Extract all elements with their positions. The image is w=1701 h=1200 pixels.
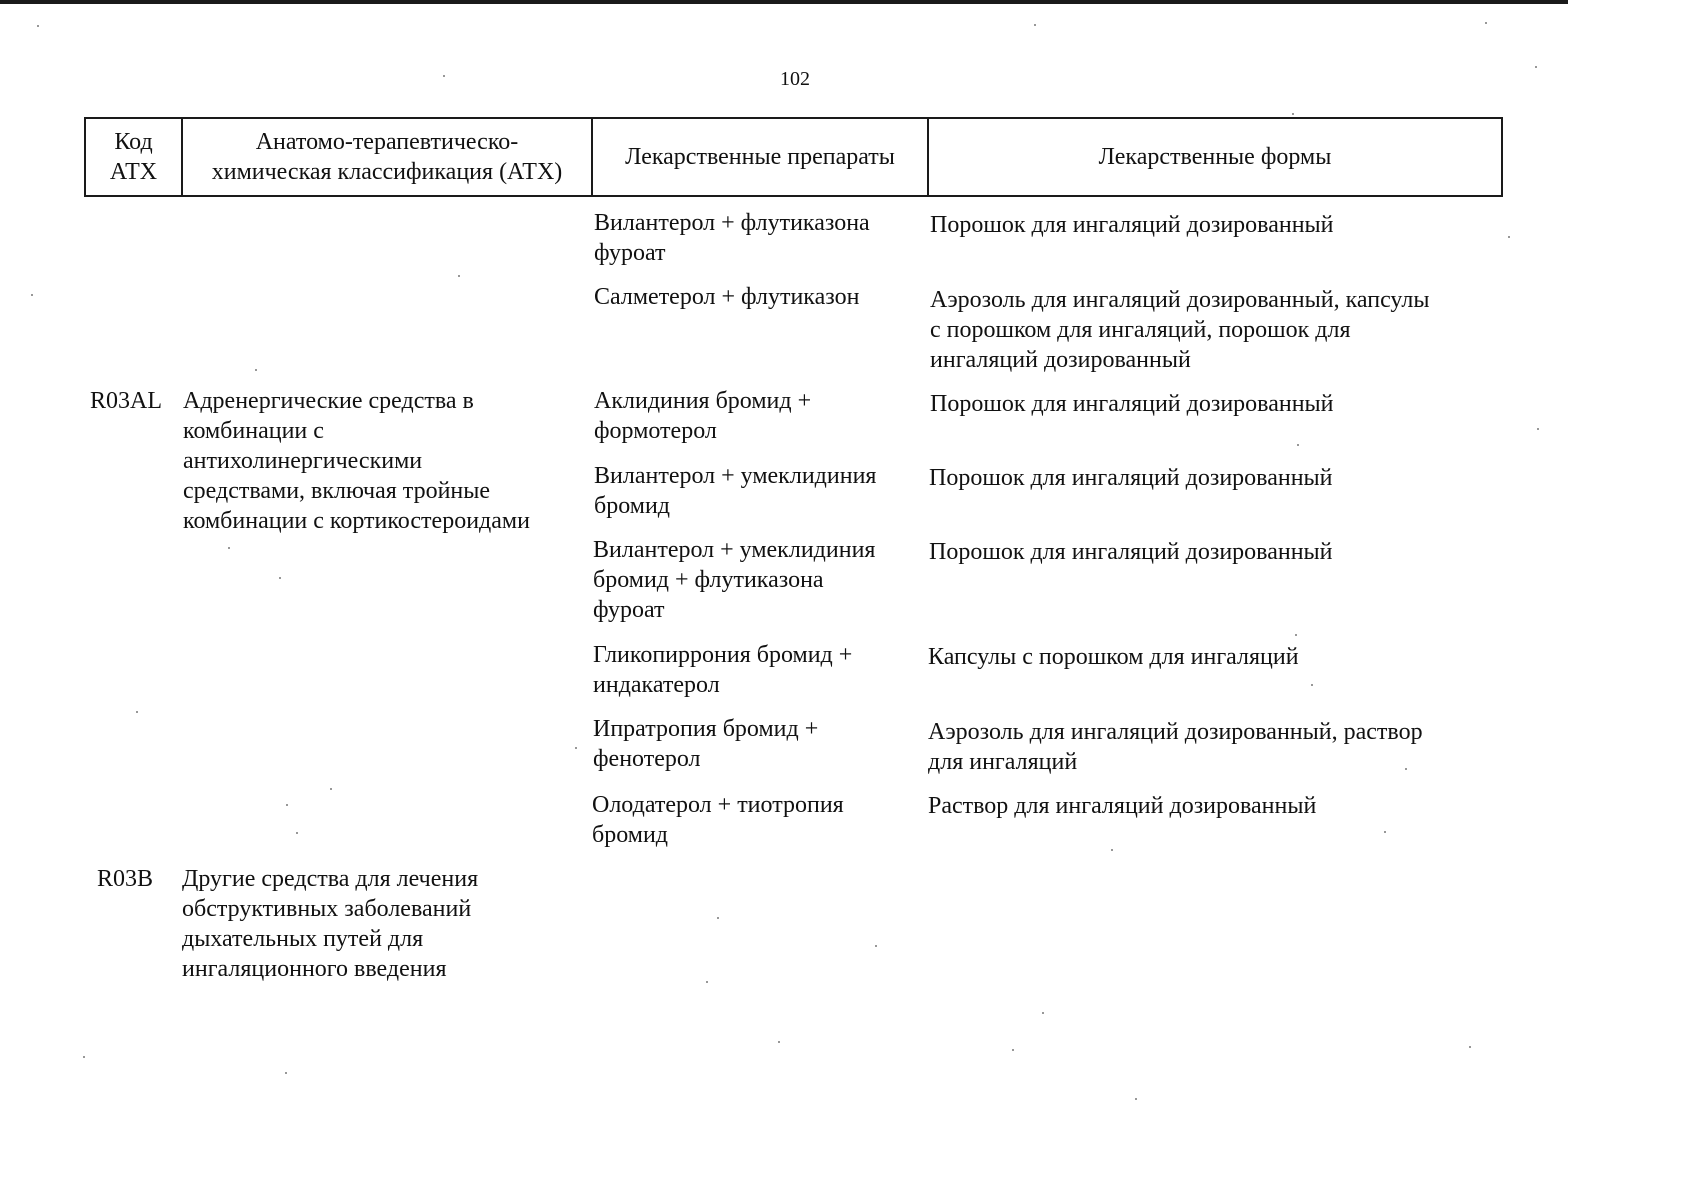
scan-speck [1292,113,1294,115]
scan-speck [443,75,445,77]
scan-speck [1384,831,1386,833]
scan-speck [1469,1046,1471,1048]
scan-speck [1311,684,1313,686]
scan-speck [1012,1049,1014,1051]
form-cell: Аэрозоль для ингаляций дозированный, капсулы с порошком для ингаляций, порошок для ингаляций дозированный [930,287,1430,373]
scan-speck [1535,66,1537,68]
drug-cell: Вилантерол + умеклидиния бромид [594,463,877,519]
drug-cell: Вилантерол + флутиказона фуроат [594,210,870,266]
scan-speck [136,711,138,713]
scan-speck [228,547,230,549]
group-name: Адренергические средства в комбинации с антихолинергическими средствами, включая тройные комбинации с кортикостероидами [183,388,530,534]
scan-speck [255,369,257,371]
scan-speck [330,788,332,790]
scan-speck [83,1056,85,1058]
form-cell: Порошок для ингаляций дозированный [930,391,1334,417]
group-name: Другие средства для лечения обструктивных заболеваний дыхательных путей для ингаляционного введения [182,866,479,982]
scan-speck [778,1041,780,1043]
page-number: 102 [780,68,810,90]
top-rule [0,0,1568,4]
scan-speck [296,832,298,834]
header-forms: Лекарственные формы [927,119,1501,195]
scan-speck [1508,236,1510,238]
form-cell: Порошок для ингаляций дозированный [929,465,1333,491]
form-cell: Порошок для ингаляций дозированный [929,539,1333,565]
form-cell: Аэрозоль для ингаляций дозированный, раствор для ингаляций [928,719,1423,775]
scan-speck [1405,768,1407,770]
header-drugs: Лекарственные препараты [591,119,927,195]
scan-speck [1297,444,1299,446]
drug-cell: Гликопиррония бромид + индакатерол [593,642,853,698]
scan-speck [875,945,877,947]
scan-speck [1042,1012,1044,1014]
header-classification: Анатомо-терапевтическо- химическая классификация (АТХ) [181,119,591,195]
scan-speck [1485,22,1487,24]
drug-cell: Аклидиния бромид + формотерол [594,388,812,444]
drug-cell: Салметерол + флутиказон [594,284,860,310]
scan-speck [279,577,281,579]
scan-speck [286,804,288,806]
form-cell: Порошок для ингаляций дозированный [930,212,1334,238]
scan-speck [717,917,719,919]
table-header [84,117,1503,197]
scan-speck [1295,634,1297,636]
scan-speck [706,981,708,983]
header-code: Код АТХ [109,129,158,185]
scan-speck [1111,849,1113,851]
scan-speck [458,275,460,277]
scan-speck [37,25,39,27]
form-cell: Капсулы с порошком для ингаляций [928,644,1299,670]
scan-speck [285,1072,287,1074]
scan-speck [575,747,577,749]
scan-speck [1034,24,1036,26]
drug-cell: Олодатерол + тиотропия бромид [592,792,844,848]
scan-speck [1537,428,1539,430]
group-code: R03B [97,866,154,892]
drug-cell: Ипратропия бромид + фенотерол [593,716,819,772]
scan-speck [1135,1098,1137,1100]
drug-cell: Вилантерол + умеклидиния бромид + флутиказона фуроат [593,537,876,623]
group-code: R03AL [90,388,162,414]
form-cell: Раствор для ингаляций дозированный [928,793,1317,819]
scan-speck [31,294,33,296]
